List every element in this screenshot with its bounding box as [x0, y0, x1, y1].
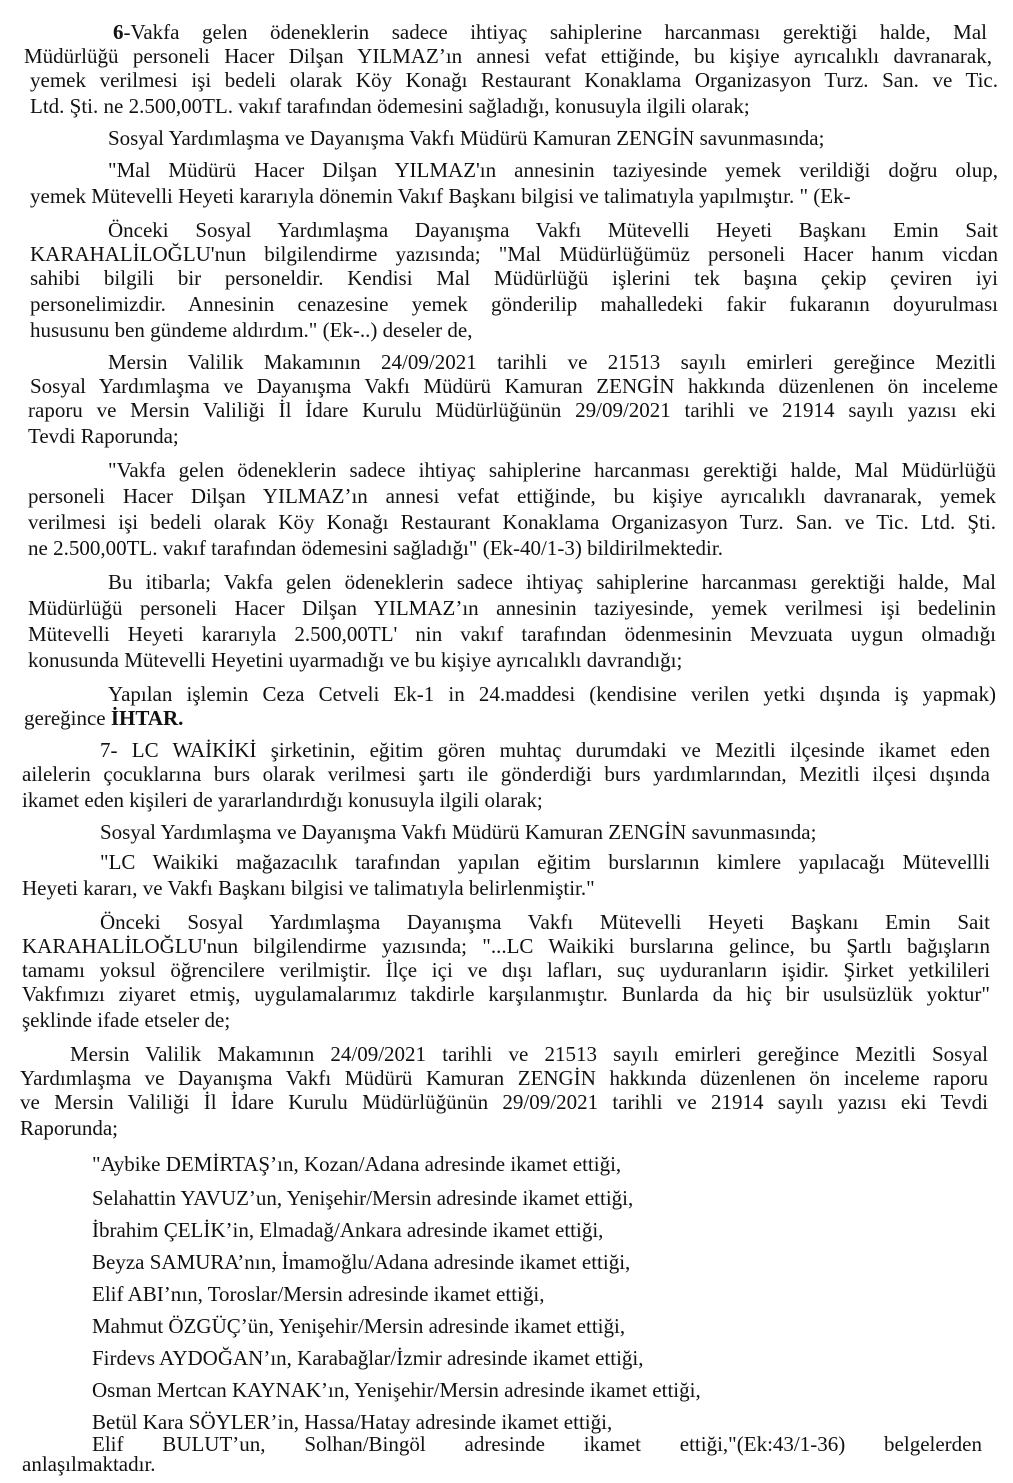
text-line-content: gereğince	[24, 706, 111, 730]
list-item: Selahattin YAVUZ’un, Yenişehir/Mersin adresinde ikamet ettiği,	[92, 1186, 634, 1210]
text-line: KARAHALİLOĞLU'nun bilgilendirme yazısında; "Mal Müdürlüğümüz personeli Hacer hanım vicdan	[30, 242, 998, 266]
text-line: Ltd. Şti. ne 2.500,00TL. vakıf tarafından ödemesini sağladığı, konusuyla ilgili olarak;	[30, 94, 750, 118]
text-line: verilmesi işi bedeli olarak Köy Konağı Restaurant Konaklama Organizasyon Turz. San. ve Tic. Ltd. Şti.	[28, 510, 996, 534]
text-line: 7- LC WAİKİKİ şirketinin, eğitim gören muhtaç durumdaki ve Mezitli ilçesinde ikamet eden	[100, 738, 990, 762]
text-line: Yardımlaşma ve Dayanışma Vakfı Müdürü Kamuran ZENGİN hakkında düzenlenen ön inceleme raporu	[20, 1066, 988, 1090]
ihtar-label: İHTAR.	[110, 706, 184, 730]
text-line: ne 2.500,00TL. vakıf tarafından ödemesini sağladığı" (Ek-40/1-3) bildirilmektedir.	[28, 536, 723, 560]
text-line: Müdürlüğü personeli Hacer Dilşan YILMAZ’ın annesinin taziyesinde, yemek verilmesi işi bedelinin	[28, 596, 996, 620]
list-item: Osman Mertcan KAYNAK’ın, Yenişehir/Mersin adresinde ikamet ettiği,	[92, 1378, 701, 1402]
text-line: Mersin Valilik Makamının 24/09/2021 tarihli ve 21513 sayılı emirleri gereğince Mezitli	[108, 350, 996, 374]
text-line: Mütevelli Heyeti kararıyla 2.500,00TL' nin vakıf tarafından ödenmesinin Mevzuata uygun olmadığı	[28, 622, 996, 646]
text-line: Sosyal Yardımlaşma ve Dayanışma Vakfı Müdürü Kamuran ZENGİN savunmasında;	[108, 126, 825, 150]
text-line: Heyeti kararı, ve Vakfı Başkanı bilgisi ve talimatıyla belirlenmiştir."	[22, 876, 595, 900]
text-line: Raporunda;	[20, 1116, 118, 1140]
text-line: "LC Waikiki mağazacılık tarafından yapılan eğitim burslarının kimlere yapılacağı Mütevellli	[100, 850, 990, 874]
text-line: şeklinde ifade etseler de;	[22, 1008, 231, 1032]
text-line: sahibi bilgili bir personeldir. Kendisi Mal Müdürlüğü işlerini tek başına çekip çeviren iyi	[30, 266, 998, 290]
text-line: Yapılan işlemin Ceza Cetveli Ek-1 in 24.maddesi (kendisine verilen yetki dışında iş yapmak)	[108, 682, 996, 706]
text-line: Sosyal Yardımlaşma ve Dayanışma Vakfı Müdürü Kamuran ZENGİN savunmasında;	[100, 820, 817, 844]
list-item: Firdevs AYDOĞAN’ın, Karabağlar/İzmir adresinde ikamet ettiği,	[92, 1346, 644, 1370]
text-line: yemek verilmesi işi bedeli olarak Köy Konağı Restaurant Konaklama Organizasyon Turz. San. ve Tic.	[30, 68, 998, 92]
text-line: ve Mersin Valiliği İl İdare Kurulu Müdürlüğünün 29/09/2021 tarihli ve 21914 sayılı yazısı eki Tevdi	[20, 1090, 988, 1114]
text-line: Müdürlüğü personeli Hacer Dilşan YILMAZ’ın annesi vefat ettiğinde, bu kişiye ayrıcalıklı davranarak,	[24, 44, 992, 68]
text-line: "Mal Müdürü Hacer Dilşan YILMAZ'ın annesinin taziyesinde yemek verildiği doğru olup,	[108, 158, 998, 182]
text-line: tamamı yoksul öğrencilere verilmiştir. İlçe içi ve dışı lafları, suç uyduranların işidir. Şirket yetkilileri	[22, 958, 990, 982]
text-line: hususunu ben gündeme aldırdım." (Ek-..) deseler de,	[30, 318, 473, 342]
text-line-content: -Vakfa gelen ödeneklerin sadece ihtiyaç sahiplerine harcanması gerektiği halde, Mal	[123, 20, 987, 44]
text-line: Tevdi Raporunda;	[28, 424, 179, 448]
list-item: Beyza SAMURA’nın, İmamoğlu/Adana adresinde ikamet ettiği,	[92, 1250, 631, 1274]
text-line: Vakfımızı ziyaret etmiş, uygulamalarımız takdirle karşılanmıştır. Bunlarda da hiç bir usulsüzlük yoktur"	[22, 982, 990, 1006]
text-line: Mersin Valilik Makamının 24/09/2021 tarihli ve 21513 sayılı emirleri gereğince Mezitli Sosyal	[70, 1042, 988, 1066]
text-line: konusunda Mütevelli Heyetini uyarmadığı ve bu kişiye ayrıcalıklı davrandığı;	[28, 648, 683, 672]
text-line: KARAHALİLOĞLU'nun bilgilendirme yazısında; "...LC Waikiki burslarına gelince, bu Şartlı bağışların	[22, 934, 990, 958]
list-item: İbrahim ÇELİK’in, Elmadağ/Ankara adresinde ikamet ettiği,	[92, 1218, 604, 1242]
text-line: ikamet eden kişileri de yararlandırdığı konusuyla ilgili olarak;	[22, 788, 543, 812]
list-item: Betül Kara SÖYLER’in, Hassa/Hatay adresinde ikamet ettiği,	[92, 1410, 613, 1434]
text-line: Önceki Sosyal Yardımlaşma Dayanışma Vakfı Mütevelli Heyeti Başkanı Emin Sait	[100, 910, 990, 934]
text-line: "Vakfa gelen ödeneklerin sadece ihtiyaç sahiplerine harcanması gerektiği halde, Mal Müdürlüğü	[108, 458, 996, 482]
text-line: Bu itibarla; Vakfa gelen ödeneklerin sadece ihtiyaç sahiplerine harcanması gerektiği halde, Mal	[108, 570, 996, 594]
text-line: Önceki Sosyal Yardımlaşma Dayanışma Vakfı Mütevelli Heyeti Başkanı Emin Sait	[108, 218, 998, 242]
list-item: Elif ABI’nın, Toroslar/Mersin adresinde ikamet ettiği,	[92, 1282, 545, 1306]
text-line: ailelerin çocuklarına burs olarak verilmesi şartı ile gönderdiği burs yardımlarından, Mezitli ilçesi dışında	[22, 762, 990, 786]
text-line: anlaşılmaktadır.	[22, 1452, 156, 1476]
text-line: personelimizdir. Annesinin cenazesine yemek gönderilip mahalledeki fakir fukaranın doyurulması	[30, 292, 998, 316]
list-item: Mahmut ÖZGÜÇ’ün, Yenişehir/Mersin adresinde ikamet ettiği,	[92, 1314, 626, 1338]
text-line: 6-Vakfa gelen ödeneklerin sadece ihtiyaç sahiplerine harcanması gerektiği halde, Mal	[113, 20, 987, 44]
text-line: raporu ve Mersin Valiliği İl İdare Kurulu Müdürlüğünün 29/09/2021 tarihli ve 21914 sayılı yazısı eki	[28, 398, 996, 422]
text-line: Sosyal Yardımlaşma ve Dayanışma Vakfı Müdürü Kamuran ZENGİN hakkında düzenlenen ön inceleme	[30, 374, 998, 398]
text-line: personeli Hacer Dilşan YILMAZ’ın annesi vefat ettiğinde, bu kişiye ayrıcalıklı davranarak, yemek	[28, 484, 996, 508]
list-item: Elif BULUT’un, Solhan/Bingöl adresinde ikamet ettiği,"(Ek:43/1-36) belgelerden	[92, 1432, 982, 1456]
text-line: yemek Mütevelli Heyeti kararıyla dönemin Vakıf Başkanı bilgisi ve talimatıyla yapılmıştır. " (Ek-	[30, 184, 851, 208]
list-item: "Aybike DEMİRTAŞ’ın, Kozan/Adana adresinde ikamet ettiği,	[92, 1152, 622, 1176]
text-line	[24, 706, 183, 730]
